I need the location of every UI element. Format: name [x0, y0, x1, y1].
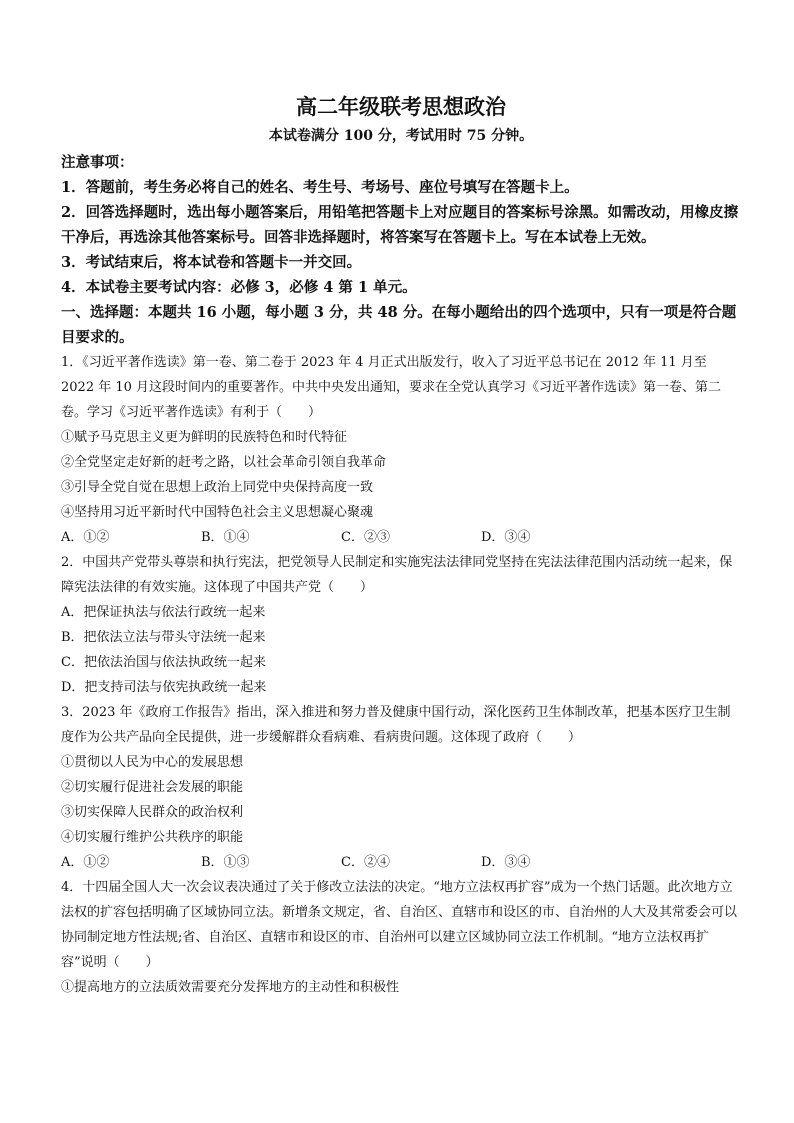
- statement-item: ④切实履行维护公共秩序的职能: [61, 830, 244, 845]
- choice-row: [61, 525, 741, 550]
- option-d: D．把支持司法与依宪执政统一起来: [61, 680, 267, 695]
- choice-c: C．②③: [341, 530, 390, 545]
- choice-a: A．①②: [61, 855, 110, 870]
- choice-d: D．③④: [481, 855, 531, 870]
- question-stem: 2．中国共产党带头尊崇和执行宪法，把党领导人民制定和实施宪法法律同党坚持在宪法法律范围内活动统一起来，保障宪法法律的有效实施。这体现了中国共产党（ ）: [61, 555, 733, 595]
- notice-item: 3．考试结束后，将本试卷和答题卡一并交回。: [61, 254, 362, 271]
- choice-b: B．①④: [201, 530, 250, 545]
- statement-item: ③切实保障人民群众的政治权利: [61, 805, 244, 820]
- question-stem: 3．2023 年《政府工作报告》指出，深入推进和努力普及健康中国行动，深化医药卫生体制改革，把基本医疗卫生制度作为公共产品向全民提供，进一步缓解群众看病难、看病贵问题。这体现了政府（ ）: [61, 705, 731, 745]
- choice-c: C．②④: [341, 855, 390, 870]
- statement-item: ①赋予马克思主义更为鲜明的民族特色和时代特征: [61, 430, 348, 445]
- page-title: 高二年级联考思想政治: [296, 94, 506, 119]
- statement-item: ①贯彻以人民为中心的发展思想: [61, 755, 244, 770]
- question-stem: 1．《习近平著作选读》第一卷、第二卷于 2023 年 4 月正式出版发行，收入了习近平总书记在 2012 年 11 月至 2022 年 10 月这段时间内的重要著作。中共中央发出通知，要求在全党认真学习《习近平著作选读》第一卷、第二卷。学习《习近平著作选读》有利于（ ）: [61, 355, 722, 420]
- exam-subtitle: 本试卷满分 100 分，考试用时 75 分钟。: [268, 128, 534, 144]
- choice-d: D．③④: [481, 530, 531, 545]
- option-b: B．把依法立法与带头守法统一起来: [61, 630, 266, 645]
- statement-item: ④坚持用习近平新时代中国特色社会主义思想凝心聚魂: [61, 505, 374, 520]
- statement-item: ②全党坚定走好新的赶考之路，以社会革命引领自我革命: [61, 455, 387, 470]
- statement-item: ①提高地方的立法质效需要充分发挥地方的主动性和积极性: [61, 980, 400, 995]
- section-heading: 一、选择题：本题共 16 小题，每小题 3 分，共 48 分。在每小题给出的四个选项中，只有一项是符合题目要求的。: [61, 304, 737, 346]
- statement-item: ③引导全党自觉在思想上政治上同党中央保持高度一致: [61, 480, 374, 495]
- choice-b: B．①③: [201, 855, 250, 870]
- notice-heading: 注意事项：: [61, 154, 134, 171]
- choice-a: A．①②: [61, 530, 110, 545]
- option-a: A．把保证执法与依法行政统一起来: [61, 605, 266, 620]
- notice-item: 4．本试卷主要考试内容：必修 3，必修 4 第 1 单元。: [61, 279, 417, 296]
- exam-page: [61, 92, 741, 1000]
- question-stem: 4．十四届全国人大一次会议表决通过了关于修改立法法的决定。“地方立法权再扩容”成为一个热门话题。此次地方立法权的扩容包括明确了区域协同立法。新增条文规定，省、自治区、直辖市和设区的市、自治州的人大及其常委会可以协同制定地方性法规;省、自治区、直辖市和设区的市、自治州可以建立区域协同立法工作机制。“地方立法权再扩容”说明（ ）: [61, 880, 738, 970]
- choice-row: [61, 850, 741, 875]
- option-c: C．把依法治国与依法执政统一起来: [61, 655, 266, 670]
- notice-item: 2．回答选择题时，选出每小题答案后，用铅笔把答题卡上对应题目的答案标号涂黑。如需改动，用橡皮擦干净后，再选涂其他答案标号。回答非选择题时，将答案写在答题卡上。写在本试卷上无效。: [61, 204, 739, 246]
- statement-item: ②切实履行促进社会发展的职能: [61, 780, 244, 795]
- notice-item: 1．答题前，考生务必将自己的姓名、考生号、考场号、座位号填写在答题卡上。: [61, 179, 579, 196]
